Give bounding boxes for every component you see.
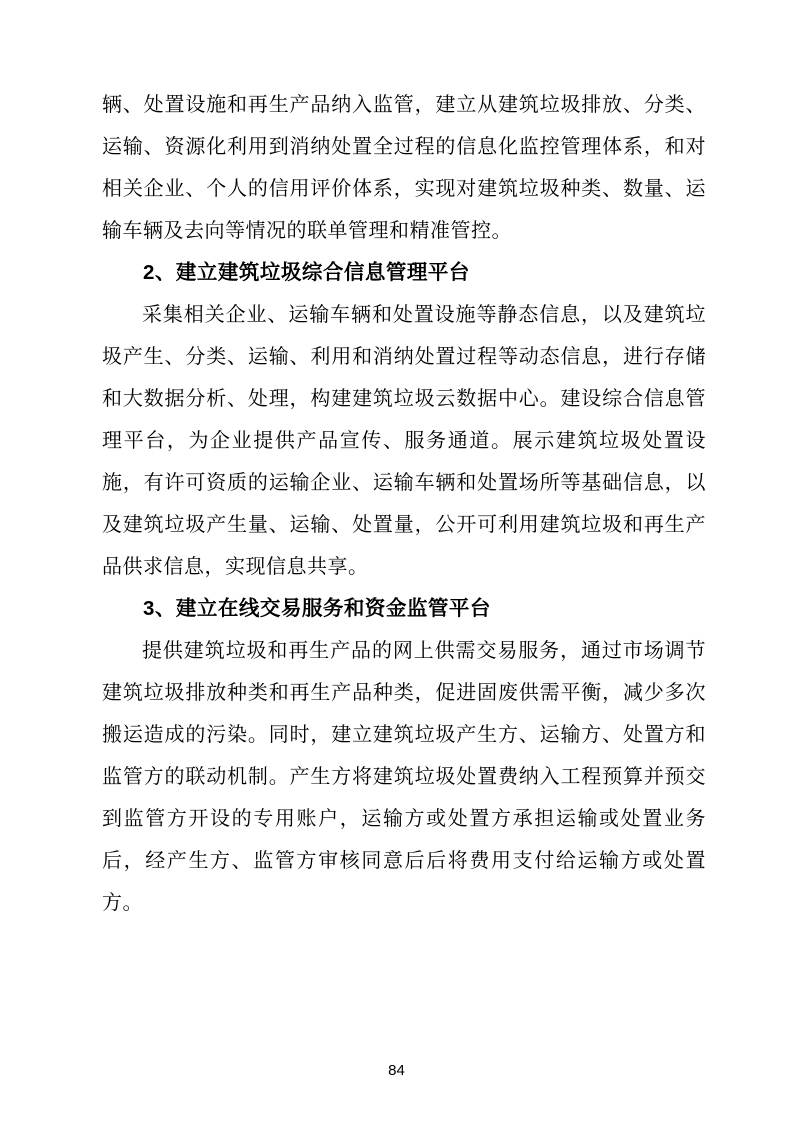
section-heading-3: 3、建立在线交易服务和资金监管平台 — [143, 597, 491, 620]
page-footer — [0, 1062, 793, 1080]
page-number: 84 — [388, 1062, 405, 1079]
section-heading-2: 2、建立建筑垃圾综合信息管理平台 — [143, 261, 470, 284]
body-paragraph-continuation: 辆、处置设施和再生产品纳入监管，建立从建筑垃圾排放、分类、运输、资源化利用到消纳处置全过程的信息化监控管理体系，和对相关企业、个人的信用评价体系，实现对建筑垃圾种类、数量、运输车辆及去向等情况的联单管理和精准管控。 — [102, 94, 706, 242]
document-content — [102, 84, 706, 924]
body-paragraph-3: 提供建筑垃圾和再生产品的网上供需交易服务，通过市场调节建筑垃圾排放种类和再生产品种类，促进固废供需平衡，减少多次搬运造成的污染。同时，建立建筑垃圾产生方、运输方、处置方和监管方的联动机制。产生方将建筑垃圾处置费纳入工程预算并预交到监管方开设的专用账户，运输方或处置方承担运输或处置业务后，经产生方、监管方审核同意后后将费用支付给运输方或处置方。 — [102, 640, 706, 914]
body-paragraph-2: 采集相关企业、运输车辆和处置设施等静态信息，以及建筑垃圾产生、分类、运输、利用和消纳处置过程等动态信息，进行存储和大数据分析、处理，构建建筑垃圾云数据中心。建设综合信息管理平台，为企业提供产品宣传、服务通道。展示建筑垃圾处置设施，有许可资质的运输企业、运输车辆和处置场所等基础信息，以及建筑垃圾产生量、运输、处置量，公开可利用建筑垃圾和再生产品供求信息，实现信息共享。 — [102, 304, 706, 578]
